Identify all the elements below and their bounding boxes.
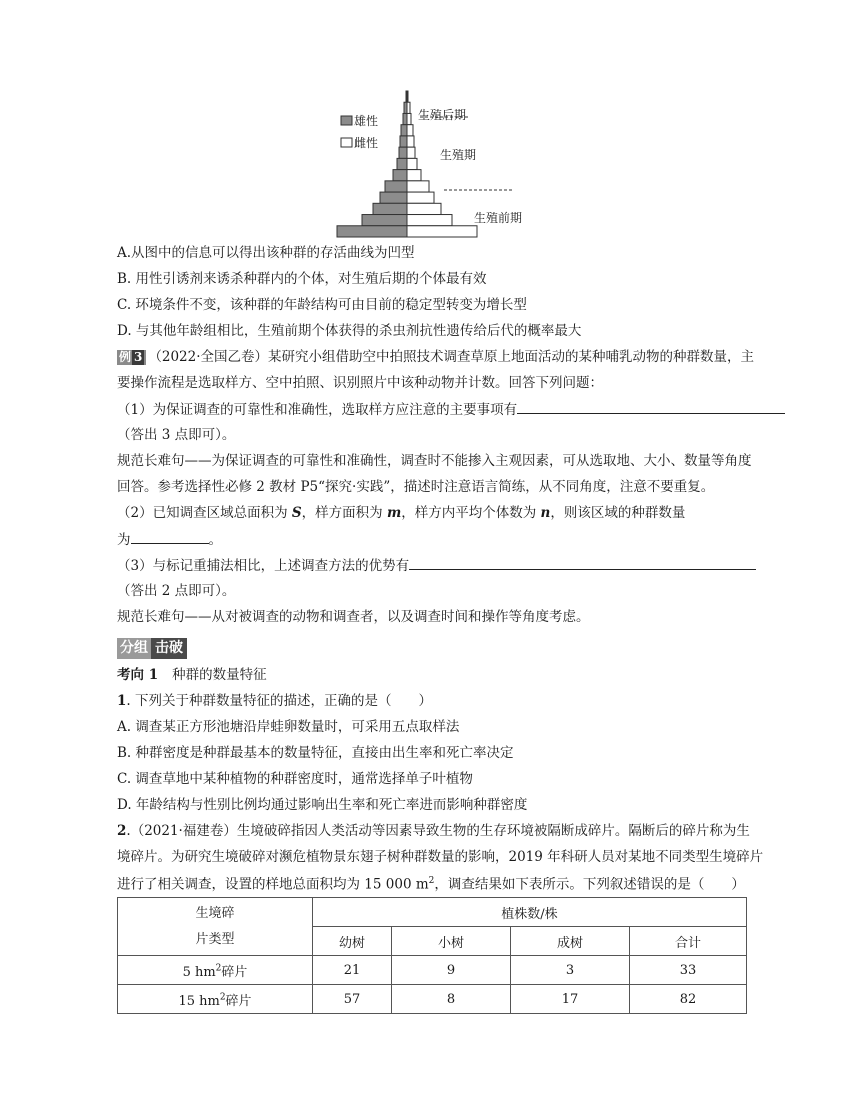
pyramid-bar-male (373, 203, 407, 214)
pyramid-bar-male (403, 113, 407, 124)
pyramid-bar-female (407, 170, 421, 181)
question1-stem: 1. 下列关于种群数量特征的描述，正确的是（ ） (117, 693, 432, 709)
question1-option-b: B. 种群密度是种群最基本的数量特征，直接由出生率和死亡率决定 (117, 745, 514, 761)
legend-label-male: 雄性 (354, 114, 379, 128)
example3-tip1-line1: 规范长难句——为保证调查的可靠性和准确性，调查时不能掺入主观因素，可从选取地、大小、数量等角度 (117, 453, 752, 469)
pyramid-bar-male (393, 170, 407, 181)
question2-line1: 2.（2021·福建卷）生境破碎指因人类活动等因素导致生物的生存环境被隔断成碎片。隔断后的碎片称为生 (117, 823, 750, 839)
example3-line1: 例 3 （2022·全国乙卷）某研究小组借助空中拍照技术调查草原上地面活动的某种哺乳动物的种群数量，主 (119, 349, 755, 365)
pyramid-bar-female (407, 136, 414, 147)
cell: 21 (313, 956, 392, 985)
example3-q3: （3）与标记重捕法相比，上述调查方法的优势有 (117, 555, 756, 576)
question2-line3: 进行了相关调查，设置的样地总面积均为 15 000 $m^2$，调查结果如下表所示。下列叙述错误的是（ ） (117, 876, 745, 893)
example3-q1: （1）为保证调查的可靠性和准确性，选取样方应注意的主要事项有 (117, 399, 785, 420)
pyramid-bar-female (407, 215, 452, 226)
pyramid-bar-male (397, 158, 407, 169)
pyramid-bar-female (407, 181, 429, 192)
survey-table (117, 897, 747, 1014)
answer-blank (517, 399, 785, 414)
cell: 82 (630, 985, 747, 1014)
option-a: A.从图中的信息可以得出该种群的存活曲线为凹型 (117, 245, 415, 261)
pyramid-bar-female (407, 102, 410, 113)
pyramid-bar-male (400, 136, 407, 147)
pyramid-bar-male (362, 215, 407, 226)
pyramid-bar-female (407, 91, 408, 102)
pyramid-bar-male (385, 181, 407, 192)
example3-q2-answer: 为 。 (117, 529, 222, 550)
example3-q3-note: （答出 2 点即可）。 (117, 583, 236, 599)
option-c: C. 环境条件不变，该种群的年龄结构可由目前的稳定型转变为增长型 (117, 297, 527, 313)
question2-line2: 境碎片。为研究生境破碎对濒危植物景东翅子树种群数量的影响，2019 年科研人员对某地不同类型生境碎片 (117, 849, 764, 865)
pyramid-bar-male (399, 147, 407, 158)
section-tag: 分组 击破 (117, 638, 187, 659)
table-row (118, 985, 747, 1014)
cell: 3 (511, 956, 630, 985)
cell: 9 (392, 956, 511, 985)
question1-option-a: A. 调查某正方形池塘沿岸蛙卵数量时，可采用五点取样法 (117, 719, 460, 735)
stage-label-post: 生殖后期 (418, 108, 467, 122)
row-type: 5 $hm^2$碎片 (118, 956, 313, 985)
col-header: 成树 (511, 927, 630, 956)
pyramid-bar-male (337, 226, 407, 237)
row-type: 15 $hm^2$碎片 (118, 985, 313, 1014)
example-tag: 例 3 (117, 350, 146, 365)
header-habitat-type: 生境碎 片类型 (118, 898, 313, 956)
legend-swatch-female (341, 138, 352, 147)
cell: 33 (630, 956, 747, 985)
example3-line2: 要操作流程是选取样方、空中拍照、识别照片中该种动物并计数。回答下列问题： (117, 375, 603, 391)
age-pyramid-figure (0, 0, 860, 250)
stage-label-pre: 生殖前期 (474, 211, 523, 225)
pyramid-bar-female (407, 192, 434, 203)
pyramid-bar-female (407, 147, 415, 158)
pyramid-bar-female (407, 226, 477, 237)
cell: 57 (313, 985, 392, 1014)
example3-q2: （2）已知调查区域总面积为 S，样方面积为 m，样方内平均个体数为 n，则该区域的种群数量 (117, 505, 686, 521)
pyramid-bar-female (407, 203, 441, 214)
answer-blank (131, 529, 209, 544)
example3-q1-note: （答出 3 点即可）。 (117, 427, 236, 443)
option-d: D. 与其他年龄组相比，生殖前期个体获得的杀虫剂抗性遗传给后代的概率最大 (117, 323, 582, 339)
stage-label-reproductive: 生殖期 (440, 148, 477, 162)
question1-option-c: C. 调查草地中某种植物的种群密度时，通常选择单子叶植物 (117, 771, 473, 787)
col-header: 幼树 (313, 927, 392, 956)
pyramid-bar-male (401, 125, 407, 136)
option-b: B. 用性引诱剂来诱杀种群内的个体，对生殖后期的个体最有效 (117, 271, 487, 287)
kaoxiang-heading: 考向 1 种群的数量特征 (117, 667, 267, 683)
legend-swatch-male (341, 116, 352, 125)
example3-tip2: 规范长难句——从对被调查的动物和调查者，以及调查时间和操作等角度考虑。 (117, 609, 590, 625)
legend-label-female: 雌性 (354, 136, 379, 150)
question1-option-d: D. 年龄结构与性别比例均通过影响出生率和死亡率进而影响种群密度 (117, 797, 528, 813)
header-plant-count: 植株数/株 (313, 898, 747, 927)
table-row (118, 956, 747, 985)
pyramid-bar-female (407, 113, 411, 124)
cell: 8 (392, 985, 511, 1014)
pyramid-bar-female (407, 158, 417, 169)
answer-blank (409, 555, 756, 570)
col-header: 合计 (630, 927, 747, 956)
cell: 17 (511, 985, 630, 1014)
pyramid-bar-male (380, 192, 407, 203)
example3-tip1-line2: 回答。参考选择性必修 2 教材 P5“探究·实践”，描述时注意语言简练，从不同角度，注意不要重复。 (117, 479, 715, 495)
col-header: 小树 (392, 927, 511, 956)
pyramid-bar-female (407, 125, 413, 136)
